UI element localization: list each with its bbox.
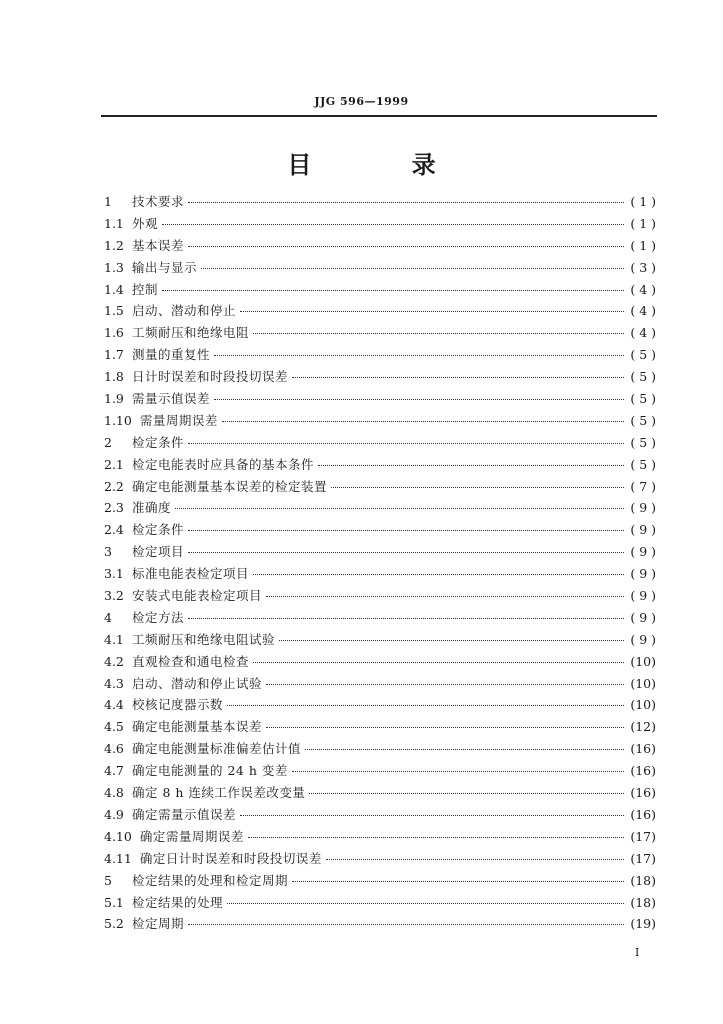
- toc-entry-title: 检定结果的处理: [132, 894, 224, 910]
- toc-entry-page: (16): [630, 806, 656, 822]
- toc-entry-title: 工频耐压和绝缘电阻: [132, 325, 250, 341]
- toc-entry[interactable]: [104, 301, 656, 323]
- toc-leader-dots: [279, 639, 624, 641]
- toc-entry-page: (17): [630, 828, 656, 844]
- toc-entry-title: 检定项目: [132, 544, 185, 560]
- toc-entry-number: 1.2: [104, 237, 124, 253]
- toc-entry-number: 1.7: [104, 347, 124, 363]
- toc-entry[interactable]: [104, 695, 656, 717]
- toc-entry-title: 确定需量周期误差: [139, 828, 244, 844]
- toc-entry[interactable]: [104, 520, 656, 542]
- toc-entry-number: 2.4: [104, 522, 124, 538]
- toc-entry-title: 确定 8 h 连续工作误差改变量: [132, 785, 306, 801]
- toc-leader-dots: [240, 814, 624, 816]
- toc-entry-title: 控制: [132, 281, 159, 297]
- toc-entry-title: 检定电能表时应具备的基本条件: [132, 456, 315, 472]
- toc-entry-number: 1.8: [104, 369, 124, 385]
- toc-entry-page: ( 1 ): [630, 237, 656, 253]
- toc-entry-page: (18): [630, 894, 656, 910]
- toc-entry-page: ( 9 ): [630, 609, 656, 625]
- toc-leader-dots: [175, 507, 624, 509]
- toc-entry-title: 外观: [132, 215, 159, 231]
- toc-entry-number: 1.10: [104, 412, 132, 428]
- toc-entry[interactable]: [104, 893, 656, 915]
- toc-leader-dots: [318, 464, 624, 466]
- toc-leader-dots: [253, 661, 624, 663]
- toc-entry-page: (19): [630, 916, 656, 932]
- toc-entry-page: ( 5 ): [630, 412, 656, 428]
- toc-entry-number: 1.6: [104, 325, 124, 341]
- toc-entry-number: 5.2: [104, 916, 124, 932]
- toc-entry-number: 2.2: [104, 478, 124, 494]
- toc-entry-page: ( 9 ): [630, 588, 656, 604]
- toc-leader-dots: [266, 683, 624, 685]
- toc-entry-title: 启动、潜动和停止: [132, 303, 237, 319]
- toc-entry-title: 日计时误差和时段投切误差: [132, 369, 289, 385]
- toc-entry-page: ( 3 ): [630, 259, 656, 275]
- toc-entry-page: ( 9 ): [630, 522, 656, 538]
- toc-entry-number: 5.1: [104, 894, 124, 910]
- toc-entry-title: 安装式电能表检定项目: [132, 588, 263, 604]
- toc-entry-title: 检定方法: [132, 609, 185, 625]
- toc-leader-dots: [227, 704, 624, 706]
- toc-leader-dots: [248, 836, 624, 838]
- toc-entry-number: 3: [104, 544, 112, 560]
- toc-entry-title: 测量的重复性: [132, 347, 211, 363]
- toc-leader-dots: [292, 880, 624, 882]
- toc-entry[interactable]: [104, 739, 656, 761]
- toc-leader-dots: [222, 420, 624, 422]
- toc-entry-title: 需量示值误差: [132, 391, 211, 407]
- toc-entry-page: ( 9 ): [630, 631, 656, 647]
- toc-entry-page: (10): [630, 653, 656, 669]
- toc-entry[interactable]: [104, 192, 656, 214]
- toc-entry-number: 4.5: [104, 719, 124, 735]
- toc-entry-page: ( 5 ): [630, 391, 656, 407]
- page-number: I: [635, 946, 640, 959]
- toc-entry-number: 4.2: [104, 653, 124, 669]
- toc-entry-title: 检定条件: [132, 434, 185, 450]
- toc-entry-number: 2.3: [104, 500, 124, 516]
- toc-entry-number: 1.9: [104, 391, 124, 407]
- toc-entry-number: 4.11: [104, 850, 132, 866]
- toc-entry-number: 4.1: [104, 631, 124, 647]
- toc-entry[interactable]: [104, 367, 656, 389]
- toc-entry-page: ( 9 ): [630, 566, 656, 582]
- toc-entry-title: 确定电能测量基本误差的检定装置: [132, 478, 328, 494]
- toc-entry-page: ( 5 ): [630, 456, 656, 472]
- document-header-code: JJG 596—1999: [314, 95, 409, 108]
- toc-entry-title: 直观检查和通电检查: [132, 653, 250, 669]
- toc-entry[interactable]: [104, 630, 656, 652]
- toc-entry-page: ( 1 ): [630, 215, 656, 231]
- toc-entry-title: 标准电能表检定项目: [132, 566, 250, 582]
- toc-entry-title: 确定电能测量基本误差: [132, 719, 263, 735]
- toc-entry-number: 5: [104, 872, 112, 888]
- toc-entry[interactable]: [104, 214, 656, 236]
- toc-leader-dots: [266, 726, 624, 728]
- toc-entry-title: 启动、潜动和停止试验: [132, 675, 263, 691]
- toc-entry[interactable]: [104, 674, 656, 696]
- toc-entry-title: 基本误差: [132, 237, 185, 253]
- toc-leader-dots: [214, 398, 624, 400]
- toc-entry-page: (10): [630, 675, 656, 691]
- toc-leader-dots: [309, 792, 624, 794]
- toc-leader-dots: [266, 595, 624, 597]
- toc-entry-number: 1.5: [104, 303, 124, 319]
- toc-entry-page: (16): [630, 763, 656, 779]
- toc-entry[interactable]: [104, 827, 656, 849]
- toc-entry-page: (16): [630, 741, 656, 757]
- toc-leader-dots: [188, 923, 624, 925]
- toc-entry-page: ( 5 ): [630, 369, 656, 385]
- toc-entry-number: 1: [104, 194, 112, 209]
- toc-entry-title: 需量周期误差: [139, 412, 218, 428]
- toc-entry[interactable]: [104, 455, 656, 477]
- toc-entry-page: ( 4 ): [630, 281, 656, 297]
- toc-entry[interactable]: [104, 258, 656, 280]
- table-of-contents: [104, 192, 656, 936]
- toc-entry[interactable]: [104, 717, 656, 739]
- toc-entry-title: 校核记度器示数: [132, 697, 224, 713]
- toc-entry-number: 4.6: [104, 741, 124, 757]
- toc-entry-number: 4: [104, 609, 112, 625]
- toc-entry-title: 确定日计时误差和时段投切误差: [139, 850, 322, 866]
- toc-leader-dots: [162, 223, 624, 225]
- toc-entry-page: (17): [630, 850, 656, 866]
- toc-entry-page: ( 9 ): [630, 544, 656, 560]
- toc-entry-number: 3.2: [104, 588, 124, 604]
- toc-leader-dots: [188, 551, 624, 553]
- toc-entry[interactable]: [104, 608, 656, 630]
- toc-entry-title: 技术要求: [132, 194, 185, 209]
- toc-leader-dots: [331, 486, 624, 488]
- toc-leader-dots: [253, 573, 624, 575]
- toc-leader-dots: [201, 267, 624, 269]
- toc-entry-number: 2.1: [104, 456, 124, 472]
- toc-entry[interactable]: [104, 914, 656, 936]
- toc-entry[interactable]: [104, 849, 656, 871]
- toc-entry[interactable]: [104, 586, 656, 608]
- toc-entry[interactable]: [104, 411, 656, 433]
- toc-entry-number: 3.1: [104, 566, 124, 582]
- toc-entry[interactable]: [104, 345, 656, 367]
- toc-leader-dots: [240, 310, 624, 312]
- toc-entry-title: 检定结果的处理和检定周期: [132, 872, 289, 888]
- toc-entry-number: 4.9: [104, 806, 124, 822]
- toc-leader-dots: [188, 529, 624, 531]
- toc-leader-dots: [227, 902, 624, 904]
- toc-entry-title: 输出与显示: [132, 259, 198, 275]
- toc-entry[interactable]: [104, 236, 656, 258]
- toc-leader-dots: [188, 245, 624, 247]
- toc-entry-number: 1.1: [104, 215, 124, 231]
- toc-entry-page: ( 4 ): [630, 303, 656, 319]
- toc-entry[interactable]: [104, 280, 656, 302]
- toc-entry-number: 1.4: [104, 281, 124, 297]
- toc-entry-page: ( 5 ): [630, 434, 656, 450]
- toc-leader-dots: [188, 617, 624, 619]
- toc-leader-dots: [162, 289, 624, 291]
- toc-entry[interactable]: [104, 871, 656, 893]
- toc-entry[interactable]: [104, 652, 656, 674]
- toc-entry-title: 确定需量示值误差: [132, 806, 237, 822]
- toc-leader-dots: [326, 858, 624, 860]
- toc-entry[interactable]: [104, 323, 656, 345]
- toc-entry-page: (18): [630, 872, 656, 888]
- toc-entry[interactable]: [104, 433, 656, 455]
- toc-entry-number: 4.8: [104, 785, 124, 801]
- toc-entry-page: ( 7 ): [630, 478, 656, 494]
- toc-entry[interactable]: [104, 498, 656, 520]
- toc-entry-title: 确定电能测量的 24 h 变差: [132, 763, 288, 779]
- toc-entry[interactable]: [104, 805, 656, 827]
- toc-entry-title: 检定条件: [132, 522, 185, 538]
- toc-entry-number: 2: [104, 434, 112, 450]
- toc-entry-page: ( 5 ): [630, 347, 656, 363]
- toc-entry-page: ( 1 ): [630, 194, 656, 209]
- toc-entry-page: ( 9 ): [630, 500, 656, 516]
- toc-leader-dots: [292, 376, 624, 378]
- toc-leader-dots: [292, 770, 624, 772]
- toc-leader-dots: [214, 354, 624, 356]
- toc-entry-page: (10): [630, 697, 656, 713]
- toc-entry-title: 检定周期: [132, 916, 185, 932]
- toc-title: 目 录: [287, 151, 482, 179]
- header-rule: [101, 115, 657, 117]
- toc-entry-title: 确定电能测量标准偏差估计值: [132, 741, 302, 757]
- toc-entry-title: 工频耐压和绝缘电阻试验: [132, 631, 276, 647]
- toc-entry-number: 4.3: [104, 675, 124, 691]
- toc-entry-number: 1.3: [104, 259, 124, 275]
- toc-leader-dots: [253, 332, 624, 334]
- toc-entry-page: ( 4 ): [630, 325, 656, 341]
- toc-entry[interactable]: [104, 389, 656, 411]
- toc-entry[interactable]: [104, 783, 656, 805]
- toc-entry-number: 4.4: [104, 697, 124, 713]
- toc-entry-number: 4.10: [104, 828, 132, 844]
- toc-leader-dots: [305, 748, 624, 750]
- toc-leader-dots: [188, 442, 624, 444]
- toc-leader-dots: [188, 201, 624, 203]
- toc-entry[interactable]: [104, 477, 656, 499]
- toc-entry[interactable]: [104, 761, 656, 783]
- toc-entry-number: 4.7: [104, 763, 124, 779]
- toc-entry[interactable]: [104, 564, 656, 586]
- toc-entry-page: (12): [630, 719, 656, 735]
- toc-entry-title: 准确度: [132, 500, 172, 516]
- toc-entry[interactable]: [104, 542, 656, 564]
- toc-entry-page: (16): [630, 785, 656, 801]
